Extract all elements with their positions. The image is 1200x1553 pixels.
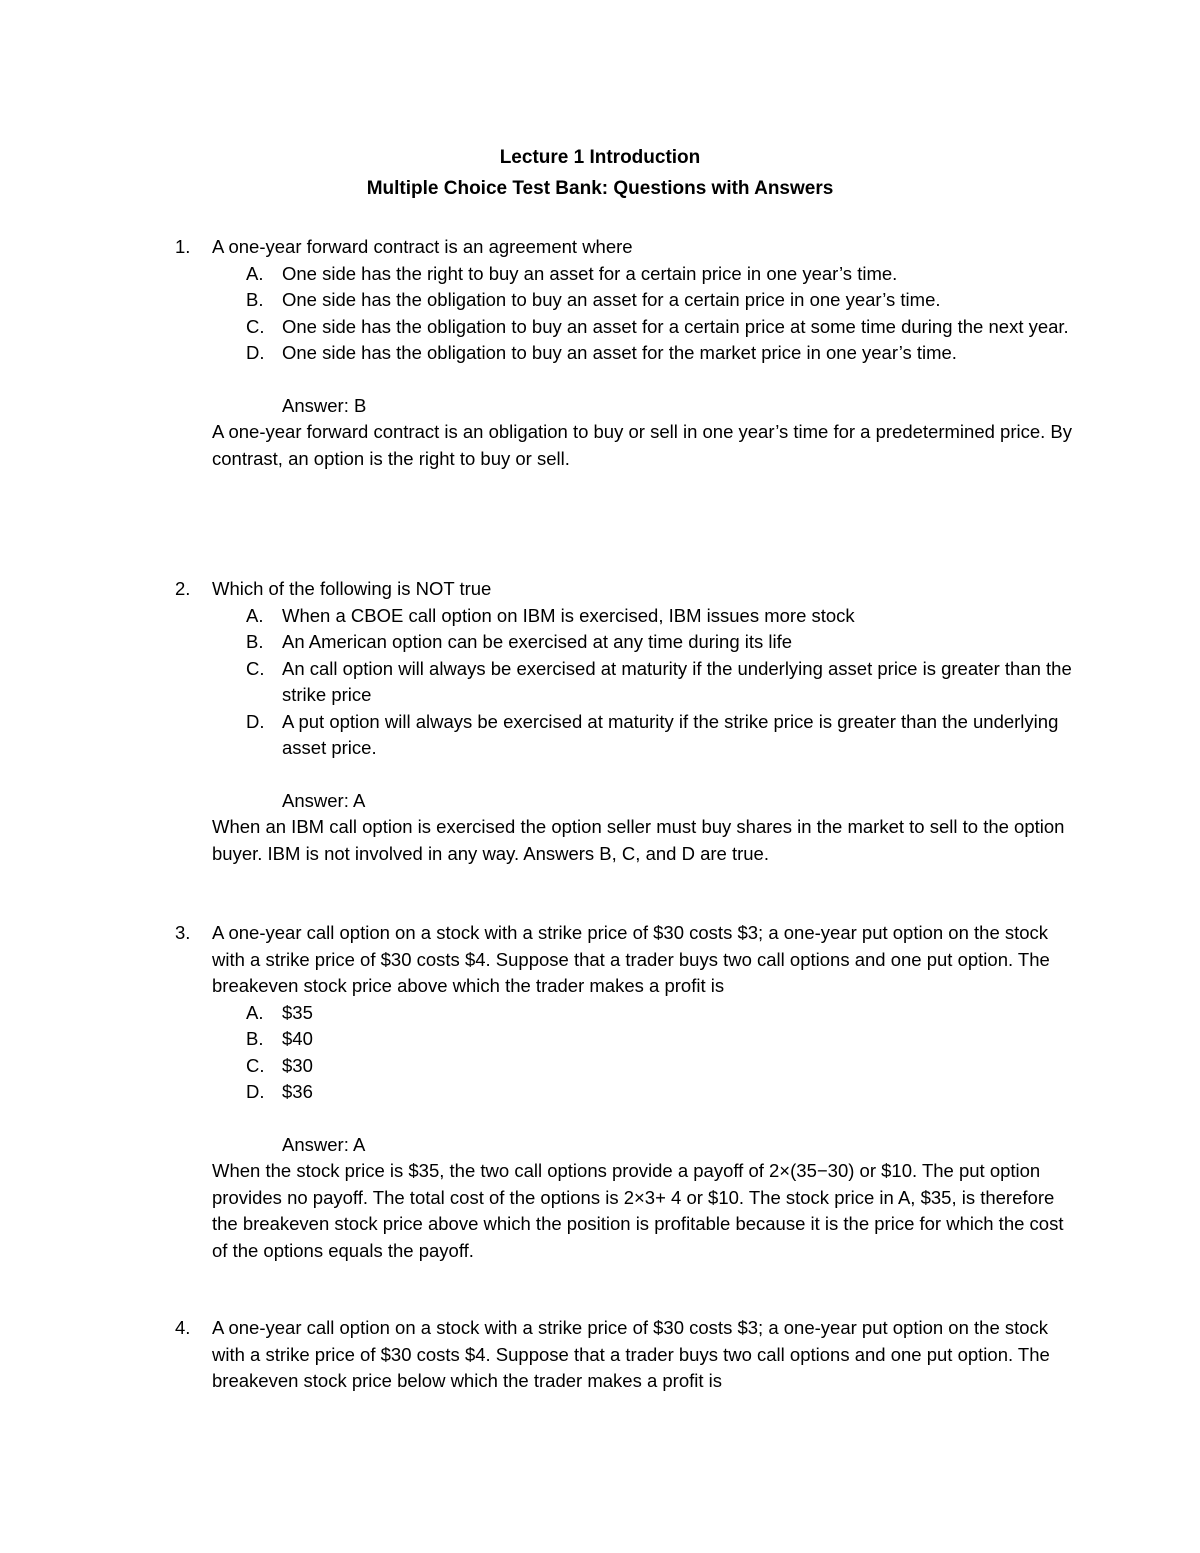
option-c bbox=[175, 656, 1075, 709]
question-number: 2. bbox=[175, 578, 191, 599]
option-letter: A. bbox=[246, 262, 264, 284]
option-text: One side has the obligation to buy an asset for the market price in one year’s time. bbox=[282, 342, 957, 363]
option-letter: C. bbox=[246, 315, 265, 337]
option-letter: C. bbox=[246, 1054, 265, 1076]
question-2 bbox=[175, 576, 1075, 867]
option-text: $30 bbox=[282, 1054, 313, 1076]
option-c bbox=[175, 314, 1075, 341]
option-b bbox=[175, 287, 1075, 314]
question-text: A one-year call option on a stock with a strike price of $30 costs $3; a one-year put option on the stock with a strike price of $30 costs $4. Suppose that a trader buys two call options and one put option. The breakeven stock price above which the trader makes a profit is bbox=[212, 922, 1050, 996]
option-letter: A. bbox=[246, 604, 264, 626]
option-c bbox=[175, 1053, 1075, 1080]
option-d bbox=[175, 709, 1075, 762]
option-d bbox=[175, 340, 1075, 367]
answer-label: Answer: A bbox=[282, 789, 366, 811]
option-list bbox=[175, 261, 1075, 367]
option-letter: B. bbox=[246, 289, 264, 310]
option-text: $40 bbox=[282, 1028, 313, 1049]
document-subtitle: Multiple Choice Test Bank: Questions with Answers bbox=[366, 178, 834, 199]
option-text: $36 bbox=[282, 1081, 313, 1102]
option-a bbox=[175, 603, 1075, 630]
question-1 bbox=[175, 234, 1075, 472]
document-title: Lecture 1 Introduction bbox=[499, 147, 701, 168]
question-number: 3. bbox=[175, 922, 191, 943]
option-d bbox=[175, 1079, 1075, 1106]
option-letter: D. bbox=[246, 710, 265, 732]
option-letter: A. bbox=[246, 1001, 264, 1023]
question-text: A one-year call option on a stock with a strike price of $30 costs $3; a one-year put option on the stock with a strike price of $30 costs $4. Suppose that a trader buys two call options and one put option. The breakeven stock price below which the trader makes a profit is bbox=[212, 1317, 1050, 1391]
question-text: Which of the following is NOT true bbox=[212, 578, 492, 599]
option-text: When a CBOE call option on IBM is exercised, IBM issues more stock bbox=[282, 604, 855, 626]
answer-explanation: When an IBM call option is exercised the option seller must buy shares in the market to sell to the option buyer. IBM is not involved in any way. Answers B, C, and D are true. bbox=[212, 816, 1065, 864]
answer-label: Answer: B bbox=[282, 394, 367, 416]
answer-label: Answer: A bbox=[282, 1133, 366, 1155]
option-a bbox=[175, 1000, 1075, 1027]
question-4 bbox=[175, 1315, 1075, 1395]
option-text: One side has the obligation to buy an asset for a certain price in one year’s time. bbox=[282, 289, 941, 310]
option-a bbox=[175, 261, 1075, 288]
option-b bbox=[175, 629, 1075, 656]
option-text: An call option will always be exercised at maturity if the underlying asset price is greater than the strike price bbox=[282, 657, 1072, 705]
option-letter: D. bbox=[246, 1081, 265, 1102]
option-letter: C. bbox=[246, 657, 265, 679]
option-list bbox=[175, 1000, 1075, 1106]
answer-explanation: A one-year forward contract is an obligation to buy or sell in one year’s time for a predetermined price. By contrast, an option is the right to buy or sell. bbox=[212, 421, 1073, 469]
option-text: One side has the obligation to buy an asset for a certain price at some time during the next year. bbox=[282, 315, 1069, 337]
question-number: 4. bbox=[175, 1317, 191, 1338]
option-b bbox=[175, 1026, 1075, 1053]
question-number: 1. bbox=[175, 236, 191, 257]
question-3 bbox=[175, 920, 1075, 1264]
option-text: An American option can be exercised at any time during its life bbox=[282, 631, 793, 652]
document-header bbox=[0, 142, 1200, 204]
option-list bbox=[175, 603, 1075, 762]
option-letter: B. bbox=[246, 631, 264, 652]
option-letter: D. bbox=[246, 342, 265, 363]
question-text: A one-year forward contract is an agreement where bbox=[212, 236, 633, 257]
option-letter: B. bbox=[246, 1028, 264, 1049]
answer-explanation: When the stock price is $35, the two call options provide a payoff of 2×(35−30) or $10. The put option provides no payoff. The total cost of the options is 2×3+ 4 or $10. The stock price in A, $35, is therefore the breakeven stock price above which the position is profitable because it is the price for which the cost of the options equals the payoff. bbox=[212, 1160, 1064, 1261]
option-text: A put option will always be exercised at maturity if the strike price is greater than the underlying asset price. bbox=[282, 710, 1059, 758]
option-text: $35 bbox=[282, 1001, 313, 1023]
option-text: One side has the right to buy an asset for a certain price in one year’s time. bbox=[282, 262, 898, 284]
